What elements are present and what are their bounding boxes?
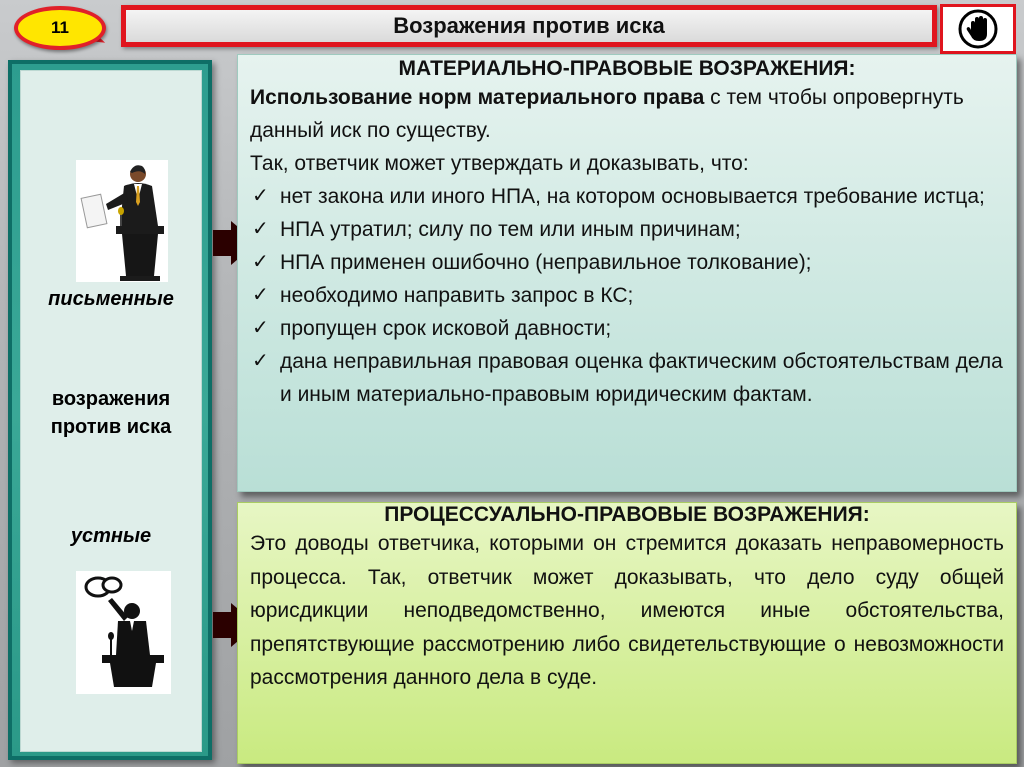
checkmark-icon: ✓ xyxy=(252,185,269,207)
checkmark-icon: ✓ xyxy=(252,350,269,372)
list-item: ✓ пропущен срок исковой давности; xyxy=(250,312,1004,345)
arrow-bottom-stub xyxy=(213,612,231,638)
material-intro-rest: с тем чтобы опровергнуть данный иск по существу. xyxy=(250,86,964,142)
list-item: ✓ необходимо направить запрос в КС; xyxy=(250,279,1004,312)
checkmark-icon: ✓ xyxy=(252,251,269,273)
slide-title: Возражения против иска xyxy=(393,13,665,38)
material-lead: Так, ответчик может утверждать и доказывать, что: xyxy=(250,152,749,175)
stop-button[interactable] xyxy=(940,4,1016,54)
material-heading: МАТЕРИАЛЬНО-ПРАВОВЫЕ ВОЗРАЖЕНИЯ: xyxy=(398,57,856,80)
left-panel-inner xyxy=(20,70,202,752)
procedural-objections-box xyxy=(237,502,1017,764)
stop-hand-icon xyxy=(958,9,998,49)
procedural-text: Это доводы ответчика, которыми он стремится доказать неправомерность процесса. Так, ответчик может доказывать, что дело суду общей юрисдикции неподведомственно, имеются иные обстоятельства, препятствующие рассмотрению либо свидетельствующие о невозможности рассмотрения данного дела в суде. xyxy=(250,532,1004,689)
checkmark-icon: ✓ xyxy=(252,317,269,339)
oral-label: устные xyxy=(70,525,152,547)
list-item: ✓ дана неправильная правовая оценка фактическим обстоятельствам дела и иным материально-правовым юридическим фактам. xyxy=(250,345,1004,411)
orator-speech-icon xyxy=(76,571,171,694)
written-label: письменные xyxy=(48,288,174,310)
checkmark-icon: ✓ xyxy=(252,284,269,306)
slide-number: 11 xyxy=(51,18,69,37)
material-intro-bold: Использование норм материального права xyxy=(250,86,705,109)
list-item: ✓ нет закона или иного НПА, на котором основывается требование истца; xyxy=(250,180,1004,213)
speaker-at-podium-icon xyxy=(76,160,168,282)
objections-label xyxy=(21,385,201,441)
list-item: ✓ НПА утратил; силу по тем или иным причинам; xyxy=(250,213,1004,246)
material-intro xyxy=(238,81,1016,147)
arrow-top-stub xyxy=(213,230,231,256)
orator-image xyxy=(76,571,171,694)
left-panel xyxy=(8,60,212,760)
objections-line-1: возражения xyxy=(51,388,171,410)
slide-title-box xyxy=(121,5,937,47)
procedural-heading: ПРОЦЕССУАЛЬНО-ПРАВОВЫЕ ВОЗРАЖЕНИЯ: xyxy=(384,503,870,526)
speaker-podium-image xyxy=(76,160,168,282)
objections-line-2: против иска xyxy=(50,416,172,438)
list-item: ✓ НПА применен ошибочно (неправильное толкование); xyxy=(250,246,1004,279)
material-list xyxy=(238,180,1016,411)
slide-number-badge xyxy=(14,6,106,50)
material-objections-box xyxy=(237,54,1017,492)
checkmark-icon: ✓ xyxy=(252,218,269,240)
